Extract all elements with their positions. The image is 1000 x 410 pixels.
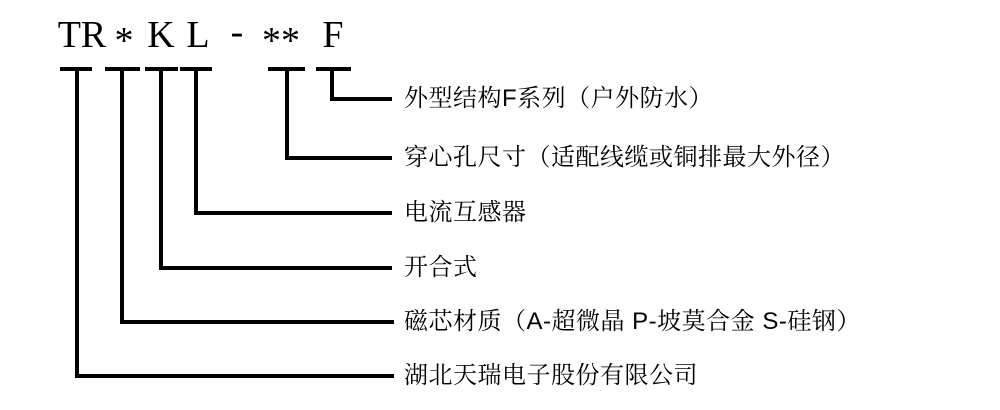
row-label: 湖北天瑞电子股份有限公司 xyxy=(404,362,698,389)
asterisk-glyph: ** xyxy=(262,20,300,63)
leader-line xyxy=(159,266,392,270)
row-label: 电流互感器 xyxy=(404,199,527,226)
row-label: 磁芯材质（A-超微晶 P-坡莫合金 S-硅钢） xyxy=(404,308,861,335)
code-token-tr: TR xyxy=(57,14,107,56)
code-token-f: F xyxy=(322,14,344,56)
row-label: 外型结构F系列（户外防水） xyxy=(404,85,714,112)
code-token-star1 xyxy=(114,16,134,63)
tbar-stem xyxy=(159,67,163,270)
tbar-stem xyxy=(120,67,124,324)
leader-line xyxy=(285,156,392,160)
code-token-l: L xyxy=(186,14,210,56)
tbar-stem xyxy=(194,67,198,215)
leader-line xyxy=(194,211,392,215)
leader-line xyxy=(75,374,394,378)
asterisk-glyph: * xyxy=(114,20,134,63)
row-label: 开合式 xyxy=(404,254,478,281)
tbar-stem xyxy=(75,67,79,378)
leader-line xyxy=(120,320,394,324)
dash-glyph: - xyxy=(230,11,244,54)
code-token-k: K xyxy=(147,14,175,56)
code-token-dash xyxy=(230,11,244,54)
code-token-star2 xyxy=(262,16,300,63)
leader-line xyxy=(330,97,392,101)
row-label: 穿心孔尺寸（适配线缆或铜排最大外径） xyxy=(404,144,845,171)
tbar-stem xyxy=(330,67,334,101)
tbar-stem xyxy=(285,67,289,160)
